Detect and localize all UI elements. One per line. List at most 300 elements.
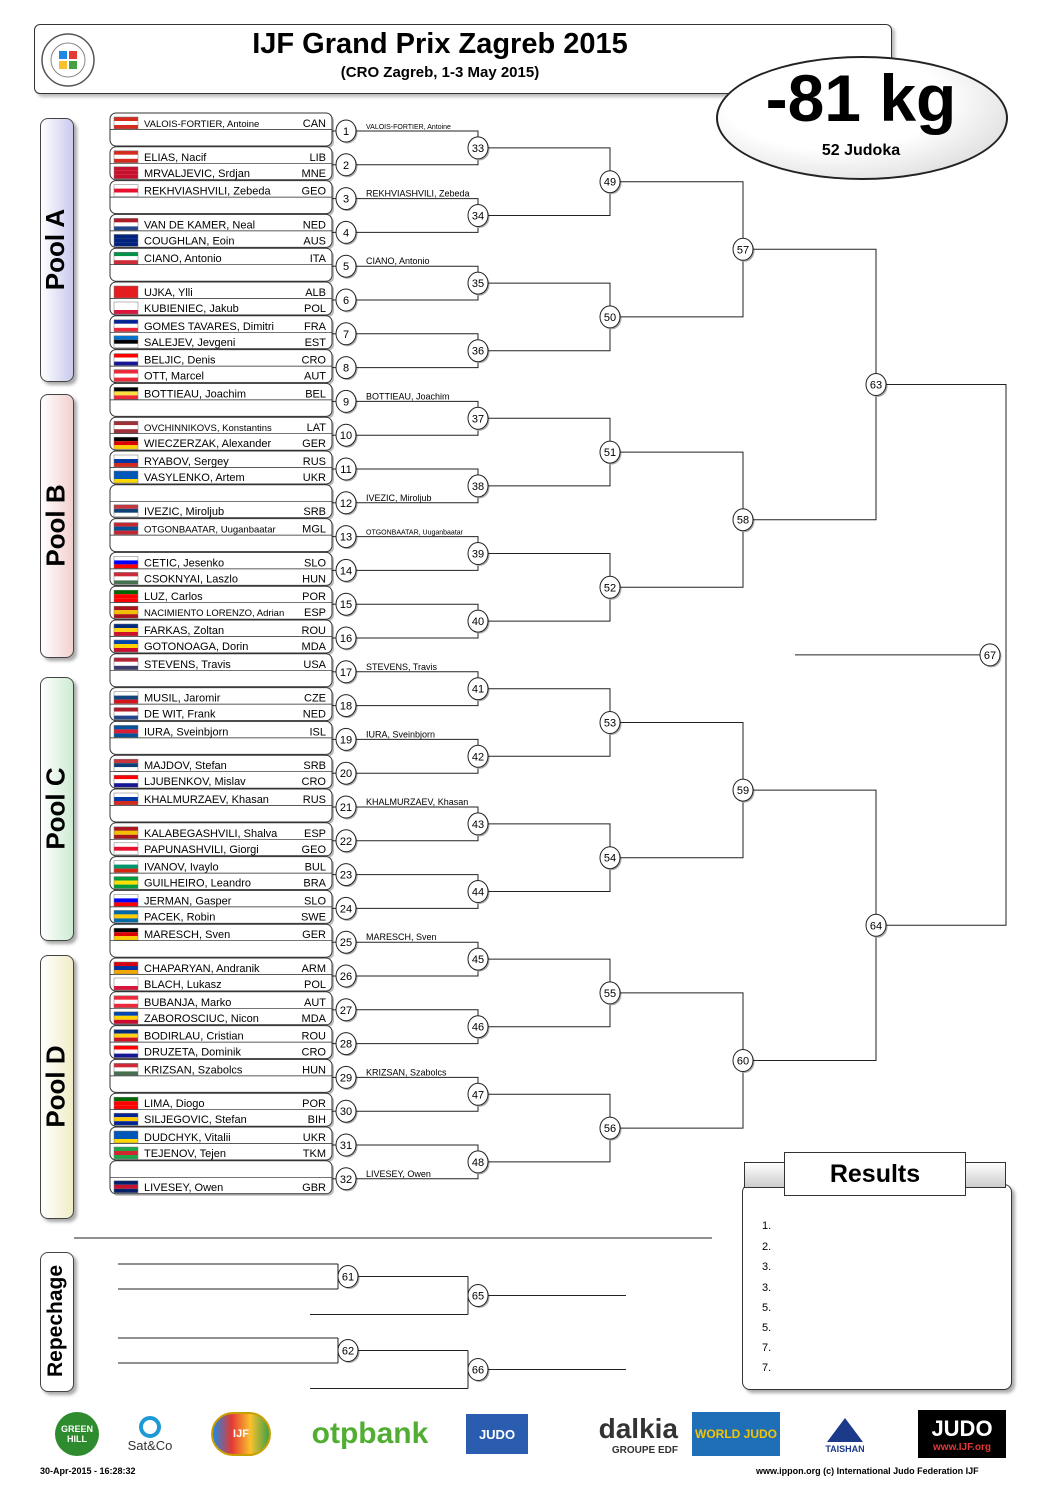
match-26-athlete-a-flag-band-2 xyxy=(114,966,138,970)
match-9-athlete-a-nat: BEL xyxy=(305,388,326,401)
match-23-athlete-a-flag-band-2 xyxy=(114,865,138,869)
match-31-athlete-b-flag-band-2 xyxy=(114,1151,138,1155)
match-9-athlete-a-name: BOTTIEAU, Joachim xyxy=(144,388,247,401)
match-31-athlete-a-flag-band-2 xyxy=(114,1135,138,1139)
match-22-athlete-b-flag-band-3 xyxy=(114,851,138,855)
round5-63-bubble-label: 63 xyxy=(869,379,883,392)
match-26-athlete-a-flag-band-1 xyxy=(114,962,138,966)
match-31-athlete-b-nat: TKM xyxy=(302,1148,326,1160)
round3-54-bubble-label: 54 xyxy=(603,852,617,865)
match-4-athlete-b-flag-band-3 xyxy=(114,242,138,246)
match-7-athlete-a-nat: FRA xyxy=(304,320,326,333)
round2-33-bubble-label: 33 xyxy=(471,142,485,155)
round3-53-bracket xyxy=(488,689,610,757)
match-1-bubble-label: 1 xyxy=(342,126,350,138)
match-7-athlete-b-flag-band-3 xyxy=(114,344,138,348)
match-15-athlete-a-nat: POR xyxy=(302,591,326,604)
match-9-advance-name: BOTTIEAU, Joachim xyxy=(366,391,450,402)
match-15-athlete-a-flag-band-2 xyxy=(114,594,138,598)
match-11-athlete-a-flag-band-2 xyxy=(114,459,138,463)
match-18-athlete-a-flag-band-3 xyxy=(114,700,138,704)
match-26-athlete-b-flag-band-3 xyxy=(114,986,138,990)
match-28-athlete-a-flag-band-3 xyxy=(114,1038,138,1042)
match-12-athlete-b-flag-band-2 xyxy=(114,509,138,513)
match-27-athlete-a-nat: AUT xyxy=(304,996,326,1009)
round2-36-bracket xyxy=(356,334,478,368)
match-6-athlete-a-flag-band-3 xyxy=(114,294,138,298)
match-11-athlete-a-flag-band-3 xyxy=(114,463,138,467)
match-23-athlete-b-flag-band-2 xyxy=(114,881,138,885)
match-19-athlete-a-flag-band-2 xyxy=(114,729,138,733)
taishan-logo: TAISHAN xyxy=(800,1410,890,1458)
match-20-athlete-a-flag-band-2 xyxy=(114,763,138,767)
match-14-athlete-a-flag-band-2 xyxy=(114,560,138,564)
round3-50-bracket xyxy=(488,283,610,351)
match-8-athlete-b-name: OTT, Marcel xyxy=(144,370,204,383)
match-6-athlete-a-nat: ALB xyxy=(305,287,326,299)
match-11-bubble-label: 11 xyxy=(340,464,352,476)
match-3-athlete-a-name: REKHVIASHVILI, Zebeda xyxy=(144,185,271,198)
match-24-athlete-a-flag-band-2 xyxy=(114,898,138,902)
match-5-advance-name: CIANO, Antonio xyxy=(366,256,430,267)
match-7-athlete-a-flag-band-3 xyxy=(114,328,138,332)
match-30-athlete-a-flag-band-1 xyxy=(114,1097,138,1101)
match-10-athlete-a-flag-band-3 xyxy=(114,429,138,433)
match-2-athlete-a-name: ELIAS, Nacif xyxy=(144,151,207,164)
match-24-athlete-b-nat: SWE xyxy=(300,911,326,924)
page-subtitle: (CRO Zagreb, 1-3 May 2015) xyxy=(340,64,540,81)
world-judo-logo: WORLD JUDO xyxy=(690,1410,782,1458)
match-16-athlete-a-nat: ROU xyxy=(301,625,326,637)
match-4-athlete-b-nat: AUS xyxy=(303,235,326,248)
match-11-athlete-b-nat: UKR xyxy=(302,472,326,484)
match-30-athlete-b-flag-band-3 xyxy=(114,1121,138,1125)
match-18-athlete-b-name: DE WIT, Frank xyxy=(144,708,216,721)
match-2-athlete-b-flag-band-3 xyxy=(114,175,138,179)
round2-38-bubble-label: 38 xyxy=(471,480,485,493)
round2-48-bubble-label: 48 xyxy=(471,1156,485,1169)
round2-44-bubble-label: 44 xyxy=(471,886,485,899)
match-9-athlete-a-flag-band-3 xyxy=(114,395,138,399)
round2-47-bracket xyxy=(356,1077,478,1111)
round3-52-bracket xyxy=(488,554,610,622)
match-3-athlete-a-flag-band-1 xyxy=(114,185,138,189)
match-19-bubble-label: 19 xyxy=(339,734,353,747)
match-32-athlete-b-flag-band-1 xyxy=(114,1181,138,1185)
match-23-bubble-label: 23 xyxy=(339,869,353,882)
round3-50-bubble-label: 50 xyxy=(603,311,617,324)
ijf-judo-logo: JUDO www.IJF.org xyxy=(918,1410,1006,1458)
match-19-advance-name: IURA, Sveinbjorn xyxy=(366,729,436,740)
match-22-athlete-b-nat: GEO xyxy=(301,843,326,856)
match-9-athlete-a-flag-band-2 xyxy=(114,391,138,395)
round3-49-bubble-label: 49 xyxy=(603,176,617,189)
match-32-athlete-b-flag-band-2 xyxy=(114,1185,138,1189)
match-16-athlete-b-flag-band-3 xyxy=(114,648,138,652)
match-32-advance-name: LIVESEY, Owen xyxy=(366,1168,431,1179)
round5-64-bubble-label: 64 xyxy=(869,920,883,933)
match-15-athlete-a-flag-band-3 xyxy=(114,598,138,602)
round4-59-bubble-label: 59 xyxy=(736,785,750,798)
match-27-athlete-b-name: ZABOROSCIUC, Nicon xyxy=(144,1012,259,1025)
match-26-athlete-b-nat: POL xyxy=(303,979,326,991)
match-18-athlete-b-flag-band-2 xyxy=(114,712,138,716)
match-22-athlete-a-flag-band-1 xyxy=(114,827,138,831)
match-23-athlete-a-nat: BUL xyxy=(304,861,326,874)
match-6-athlete-a-flag-band-1 xyxy=(114,286,138,290)
match-14-athlete-b-name: CSOKNYAI, Laszlo xyxy=(144,573,238,586)
match-20-athlete-b-nat: CRO xyxy=(301,776,326,789)
match-14-athlete-b-flag-band-3 xyxy=(114,580,138,584)
match-23-athlete-b-nat: BRA xyxy=(303,877,326,890)
match-4-athlete-a-flag-band-3 xyxy=(114,226,138,230)
match-25-athlete-a-name: MARESCH, Sven xyxy=(144,929,231,942)
repechage-61-bubble-label: 61 xyxy=(341,1271,355,1284)
round3-52-bubble-label: 52 xyxy=(603,582,617,595)
match-30-athlete-b-flag-band-2 xyxy=(114,1117,138,1121)
match-20-bubble-label: 20 xyxy=(339,768,353,781)
match-24-athlete-b-name: PACEK, Robin xyxy=(144,911,216,924)
match-6-athlete-a-flag-band-2 xyxy=(114,290,138,294)
match-28-bubble-label: 28 xyxy=(339,1038,353,1051)
match-11-athlete-a-flag-band-1 xyxy=(114,455,138,459)
match-22-athlete-a-flag-band-3 xyxy=(114,835,138,839)
match-24-athlete-a-name: JERMAN, Gasper xyxy=(144,895,232,908)
match-29-athlete-a-name: KRIZSAN, Szabolcs xyxy=(144,1064,243,1077)
round2-46-bubble-label: 46 xyxy=(471,1021,485,1034)
match-22-athlete-a-nat: ESP xyxy=(303,827,326,840)
match-5-athlete-a-name: CIANO, Antonio xyxy=(144,253,222,266)
match-14-athlete-a-name: CETIC, Jesenko xyxy=(144,557,225,570)
round3-56-bracket xyxy=(488,1094,610,1162)
match-29-athlete-a-flag-band-3 xyxy=(114,1071,138,1075)
round2-40-bracket xyxy=(356,604,478,638)
match-12-athlete-b-nat: SRB xyxy=(303,505,326,518)
match-7-athlete-a-name: GOMES TAVARES, Dimitri xyxy=(144,320,274,333)
match-25-bubble-label: 25 xyxy=(339,937,353,950)
match-2-athlete-a-flag-band-2 xyxy=(114,155,138,159)
match-26-athlete-a-name: CHAPARYAN, Andranik xyxy=(144,963,260,975)
match-15-bubble-label: 15 xyxy=(339,599,353,612)
result-place-5a: 5. xyxy=(762,1302,772,1314)
pool-c-label: Pool C xyxy=(40,766,71,850)
repechage-65-bubble-label: 65 xyxy=(471,1290,485,1303)
result-place-3b: 3. xyxy=(762,1282,772,1294)
match-16-athlete-a-flag-band-2 xyxy=(114,628,138,632)
repechage-62-bubble-label: 62 xyxy=(341,1345,355,1358)
match-24-bubble-label: 24 xyxy=(339,903,353,916)
match-23-athlete-b-flag-band-1 xyxy=(114,877,138,881)
match-7-athlete-a-flag-band-2 xyxy=(114,324,138,328)
match-28-athlete-b-flag-band-2 xyxy=(114,1050,138,1054)
match-2-athlete-a-nat: LIB xyxy=(309,151,326,164)
match-6-athlete-b-name: KUBIENIEC, Jakub xyxy=(144,303,239,315)
match-8-athlete-a-nat: CRO xyxy=(301,354,326,367)
match-20-athlete-a-flag-band-3 xyxy=(114,767,138,771)
match-3-athlete-a-nat: GEO xyxy=(301,185,326,198)
match-21-athlete-a-nat: RUS xyxy=(302,794,326,806)
match-24-athlete-a-flag-band-1 xyxy=(114,894,138,898)
match-25-athlete-a-flag-band-3 xyxy=(114,936,138,940)
otpbank-logo: otpbank xyxy=(311,1417,429,1450)
match-17-athlete-a-flag-band-3 xyxy=(114,666,138,670)
pool-d-label: Pool D xyxy=(40,1044,71,1128)
match-22-bubble-label: 22 xyxy=(339,835,353,848)
match-21-advance-name: KHALMURZAEV, Khasan xyxy=(366,797,469,807)
match-27-bubble-label: 27 xyxy=(339,1004,353,1017)
match-27-athlete-a-flag-band-2 xyxy=(114,1000,138,1004)
round2-35-bubble-label: 35 xyxy=(471,278,485,291)
match-19-athlete-a-flag-band-1 xyxy=(114,725,138,729)
match-18-athlete-a-flag-band-2 xyxy=(114,696,138,700)
match-21-athlete-a-flag-band-3 xyxy=(114,801,138,805)
match-7-athlete-a-flag-band-1 xyxy=(114,320,138,324)
match-23-athlete-b-flag-band-3 xyxy=(114,885,138,889)
match-3-athlete-a-flag-band-2 xyxy=(114,189,138,193)
match-17-athlete-a-flag-band-1 xyxy=(114,658,138,662)
match-15-athlete-a-name: LUZ, Carlos xyxy=(144,591,203,604)
match-8-athlete-b-flag-band-1 xyxy=(114,370,138,374)
match-28-athlete-b-flag-band-3 xyxy=(114,1054,138,1058)
match-10-athlete-b-flag-band-1 xyxy=(114,437,138,441)
round2-37-bubble-label: 37 xyxy=(471,413,485,426)
page-title: IJF Grand Prix Zagreb 2015 xyxy=(252,28,628,60)
match-15-athlete-b-flag-band-1 xyxy=(114,606,138,610)
taishan-mountain-icon xyxy=(825,1414,865,1444)
match-8-athlete-a-flag-band-3 xyxy=(114,362,138,366)
ijf-judo-fund-logo: IJF xyxy=(206,1410,276,1458)
match-30-athlete-a-name: LIMA, Diogo xyxy=(144,1098,205,1111)
match-28-athlete-a-name: BODIRLAU, Cristian xyxy=(144,1030,244,1043)
match-10-athlete-a-name: OVCHINNIKOVS, Konstantins xyxy=(144,423,272,435)
match-28-athlete-b-flag-band-1 xyxy=(114,1046,138,1050)
result-place-1: 1. xyxy=(762,1220,772,1232)
match-15-athlete-b-flag-band-3 xyxy=(114,614,138,618)
match-13-athlete-a-flag-band-3 xyxy=(114,531,138,535)
match-5-athlete-a-flag-band-3 xyxy=(114,260,138,264)
round5-64-bracket xyxy=(753,790,876,1060)
match-12-athlete-b-flag-band-1 xyxy=(114,505,138,509)
match-17-athlete-a-flag-band-2 xyxy=(114,662,138,666)
match-2-athlete-b-name: MRVALJEVIC, Srdjan xyxy=(144,167,250,180)
match-18-bubble-label: 18 xyxy=(339,700,353,713)
round2-47-bubble-label: 47 xyxy=(471,1089,485,1102)
match-11-athlete-b-flag-band-2 xyxy=(114,475,138,479)
round4-60-bracket xyxy=(620,993,743,1128)
match-26-athlete-b-name: BLACH, Lukasz xyxy=(144,979,222,991)
match-31-athlete-b-name: TEJENOV, Tejen xyxy=(144,1148,226,1160)
match-1-advance-name: VALOIS-FORTIER, Antoine xyxy=(366,124,451,131)
match-8-athlete-a-flag-band-1 xyxy=(114,354,138,358)
round2-39-bubble-label: 39 xyxy=(471,548,485,561)
match-14-athlete-a-flag-band-1 xyxy=(114,556,138,560)
match-3-bubble-label: 3 xyxy=(342,193,350,206)
satco-swirl-icon xyxy=(137,1416,163,1438)
match-31-bubble-label: 31 xyxy=(339,1140,353,1152)
match-30-athlete-a-flag-band-2 xyxy=(114,1101,138,1105)
match-30-athlete-a-nat: POR xyxy=(302,1098,326,1111)
match-26-bubble-label: 26 xyxy=(339,971,353,983)
result-place-5b: 5. xyxy=(762,1322,772,1334)
match-6-athlete-a-name: UJKA, Ylli xyxy=(144,287,193,299)
print-timestamp: 30-Apr-2015 - 16:28:32 xyxy=(40,1466,136,1476)
match-25-advance-name: MARESCH, Sven xyxy=(366,932,437,943)
match-14-athlete-b-flag-band-2 xyxy=(114,576,138,580)
match-16-athlete-a-flag-band-3 xyxy=(114,632,138,636)
match-24-athlete-b-flag-band-2 xyxy=(114,914,138,918)
round2-41-bracket xyxy=(356,672,478,706)
match-29-athlete-a-nat: HUN xyxy=(302,1064,326,1077)
match-10-athlete-a-flag-band-2 xyxy=(114,425,138,429)
match-20-athlete-b-flag-band-2 xyxy=(114,779,138,783)
match-13-bubble-label: 13 xyxy=(339,531,353,544)
match-12-bubble-label: 12 xyxy=(339,497,353,510)
round2-33-bracket xyxy=(356,131,478,165)
result-place-7a: 7. xyxy=(762,1342,772,1354)
match-32-athlete-b-nat: GBR xyxy=(302,1181,326,1194)
round2-36-bubble-label: 36 xyxy=(471,345,485,358)
match-23-athlete-a-name: IVANOV, Ivaylo xyxy=(144,861,219,874)
match-31-athlete-a-flag-band-3 xyxy=(114,1139,138,1143)
match-16-athlete-b-flag-band-1 xyxy=(114,640,138,644)
result-place-3a: 3. xyxy=(762,1261,772,1273)
round5-63-bracket xyxy=(753,249,876,519)
match-22-athlete-b-flag-band-2 xyxy=(114,847,138,851)
match-30-athlete-a-flag-band-3 xyxy=(114,1105,138,1109)
match-24-athlete-b-flag-band-3 xyxy=(114,918,138,922)
match-25-athlete-a-flag-band-1 xyxy=(114,928,138,932)
round4-60-bubble-label: 60 xyxy=(736,1055,750,1068)
weight-category: -81 kg xyxy=(765,61,957,135)
round3-55-bubble-label: 55 xyxy=(603,987,617,1000)
round2-43-bubble-label: 43 xyxy=(471,818,485,831)
match-14-athlete-b-flag-band-1 xyxy=(114,572,138,576)
round4-57-bubble-label: 57 xyxy=(736,244,750,257)
match-21-bubble-label: 21 xyxy=(339,802,353,814)
match-24-athlete-b-flag-band-1 xyxy=(114,910,138,914)
results-title: Results xyxy=(784,1152,966,1196)
match-8-athlete-b-flag-band-2 xyxy=(114,374,138,378)
match-26-athlete-a-flag-band-3 xyxy=(114,970,138,974)
match-21-athlete-a-flag-band-1 xyxy=(114,793,138,797)
match-18-athlete-b-flag-band-1 xyxy=(114,708,138,712)
round2-43-bracket xyxy=(356,807,478,841)
match-16-bubble-label: 16 xyxy=(339,633,353,645)
round2-37-bracket xyxy=(356,401,478,435)
match-20-athlete-a-name: MAJDOV, Stefan xyxy=(144,760,227,773)
match-23-athlete-a-flag-band-3 xyxy=(114,869,138,873)
match-2-athlete-b-flag-band-1 xyxy=(114,167,138,171)
match-29-athlete-a-flag-band-2 xyxy=(114,1067,138,1071)
match-4-athlete-a-name: VAN DE KAMER, Neal xyxy=(144,219,256,232)
match-10-athlete-a-flag-band-1 xyxy=(114,421,138,425)
match-22-athlete-b-name: PAPUNASHVILI, Giorgi xyxy=(144,843,259,856)
match-31-athlete-a-flag-band-1 xyxy=(114,1131,138,1135)
match-5-athlete-a-flag-band-1 xyxy=(114,252,138,256)
match-12-advance-name: IVEZIC, Miroljub xyxy=(366,492,432,503)
match-10-athlete-b-name: WIECZERZAK, Alexander xyxy=(144,438,272,451)
match-11-athlete-a-name: RYABOV, Sergey xyxy=(144,456,229,468)
match-13-athlete-a-flag-band-1 xyxy=(114,523,138,527)
match-28-athlete-a-flag-band-2 xyxy=(114,1034,138,1038)
match-14-athlete-a-flag-band-3 xyxy=(114,564,138,568)
round3-54-bracket xyxy=(488,824,610,892)
match-4-athlete-a-flag-band-1 xyxy=(114,218,138,222)
match-27-athlete-b-flag-band-2 xyxy=(114,1016,138,1020)
match-19-athlete-a-flag-band-3 xyxy=(114,733,138,737)
match-31-athlete-a-nat: UKR xyxy=(302,1132,326,1144)
match-28-athlete-a-nat: ROU xyxy=(301,1030,326,1043)
round2-42-bracket xyxy=(356,739,478,773)
match-18-athlete-b-nat: NED xyxy=(302,708,326,721)
match-31-athlete-a-name: DUDCHYK, Vitalii xyxy=(144,1132,231,1144)
match-27-athlete-b-flag-band-3 xyxy=(114,1020,138,1024)
match-7-athlete-b-nat: EST xyxy=(304,336,326,349)
match-32-athlete-b-flag-band-3 xyxy=(114,1189,138,1193)
match-15-athlete-b-flag-band-2 xyxy=(114,610,138,614)
match-2-athlete-b-flag-band-2 xyxy=(114,171,138,175)
match-25-athlete-a-nat: GER xyxy=(302,929,326,942)
match-29-athlete-a-flag-band-1 xyxy=(114,1063,138,1067)
match-18-athlete-a-nat: CZE xyxy=(304,692,326,705)
match-11-athlete-a-nat: RUS xyxy=(302,456,326,468)
match-8-athlete-a-flag-band-2 xyxy=(114,358,138,362)
match-29-advance-name: KRIZSAN, Szabolcs xyxy=(366,1067,447,1078)
match-12-athlete-b-name: IVEZIC, Miroljub xyxy=(144,505,225,518)
match-19-athlete-a-name: IURA, Sveinbjorn xyxy=(144,726,229,739)
match-8-athlete-a-name: BELJIC, Denis xyxy=(144,354,216,367)
match-20-athlete-b-flag-band-1 xyxy=(114,775,138,779)
match-6-bubble-label: 6 xyxy=(342,295,350,307)
match-20-athlete-a-nat: SRB xyxy=(303,760,326,773)
match-26-athlete-b-flag-band-2 xyxy=(114,982,138,986)
match-9-bubble-label: 9 xyxy=(342,396,350,409)
match-15-athlete-a-flag-band-1 xyxy=(114,590,138,594)
match-19-athlete-a-nat: ISL xyxy=(309,726,326,739)
match-16-athlete-b-flag-band-2 xyxy=(114,644,138,648)
match-30-bubble-label: 30 xyxy=(339,1106,353,1119)
match-4-athlete-a-flag-band-2 xyxy=(114,222,138,226)
round3-49-bracket xyxy=(488,148,610,216)
round2-41-bubble-label: 41 xyxy=(471,683,485,696)
match-8-athlete-b-nat: AUT xyxy=(304,370,326,383)
match-28-athlete-b-name: DRUZETA, Dominik xyxy=(144,1046,241,1059)
match-20-athlete-a-flag-band-1 xyxy=(114,759,138,763)
match-26-athlete-b-flag-band-1 xyxy=(114,978,138,982)
match-17-athlete-a-nat: USA xyxy=(303,658,326,671)
match-10-bubble-label: 10 xyxy=(339,430,353,443)
round2-34-bracket xyxy=(356,199,478,233)
match-4-athlete-a-nat: NED xyxy=(302,219,326,232)
match-31-athlete-b-flag-band-1 xyxy=(114,1147,138,1151)
pool-a-label: Pool A xyxy=(40,208,71,290)
match-27-athlete-a-flag-band-3 xyxy=(114,1004,138,1008)
round2-39-bracket xyxy=(356,537,478,571)
match-16-athlete-b-name: GOTONOAGA, Dorin xyxy=(144,641,249,653)
match-10-athlete-b-flag-band-2 xyxy=(114,441,138,445)
match-11-athlete-b-name: VASYLENKO, Artem xyxy=(144,472,245,484)
match-25-athlete-a-flag-band-2 xyxy=(114,932,138,936)
match-5-athlete-a-nat: ITA xyxy=(309,253,326,266)
match-27-athlete-a-name: BUBANJA, Marko xyxy=(144,996,232,1009)
match-23-athlete-a-flag-band-1 xyxy=(114,861,138,865)
round3-55-bracket xyxy=(488,959,610,1027)
match-28-athlete-a-flag-band-1 xyxy=(114,1030,138,1034)
match-7-bubble-label: 7 xyxy=(342,328,350,341)
match-5-athlete-a-flag-band-2 xyxy=(114,256,138,260)
chelyabinsk-logo: JUDO xyxy=(464,1410,530,1458)
match-30-athlete-b-nat: BIH xyxy=(307,1114,326,1127)
